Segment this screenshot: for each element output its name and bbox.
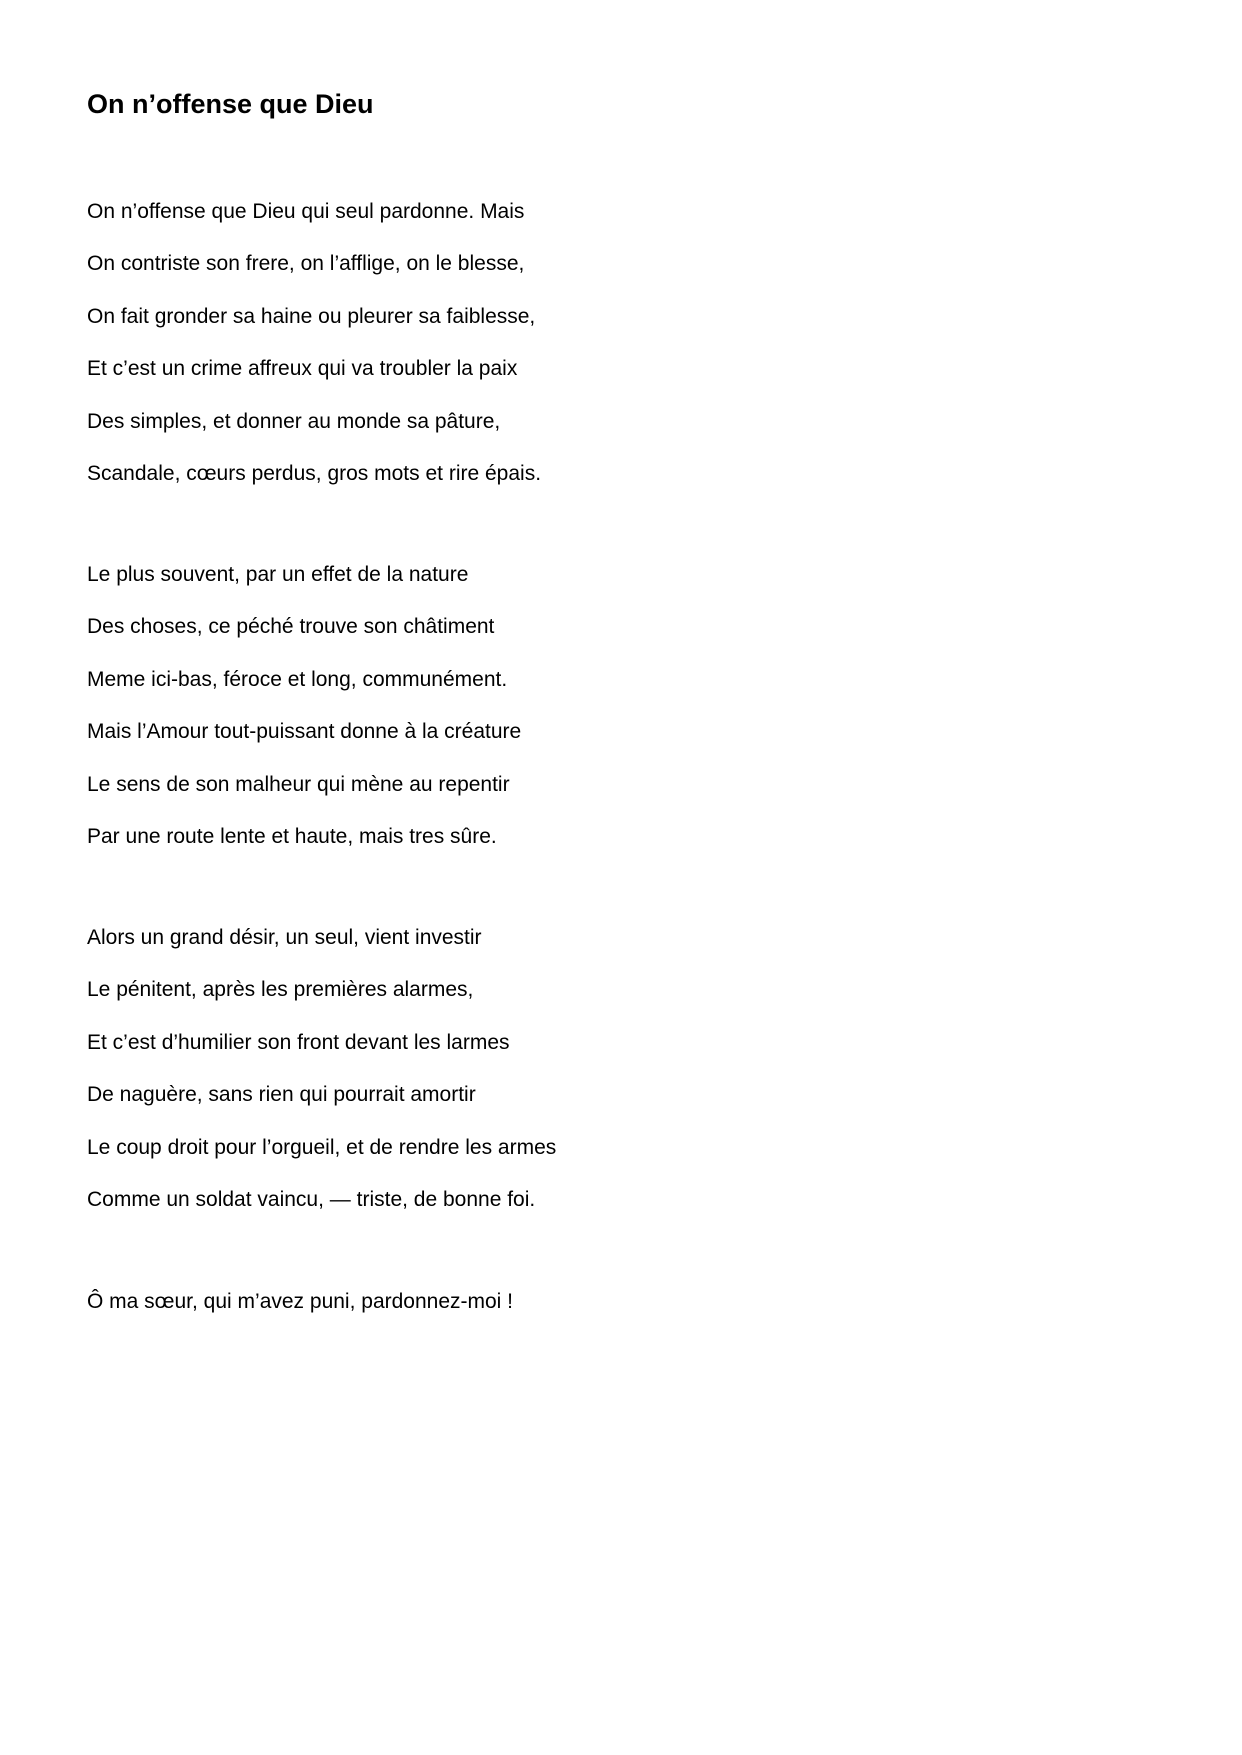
poem-line: On contriste son frere, on l’afflige, on le blesse, [87,252,525,276]
poem-line: Mais l’Amour tout-puissant donne à la créature [87,720,522,744]
poem-line: Des choses, ce péché trouve son châtiment [87,615,495,639]
poem-line: Et c’est d’humilier son front devant les larmes [87,1030,510,1054]
poem-line: Des simples, et donner au monde sa pâture, [87,409,501,433]
stanza-2 [87,549,521,863]
poem-title: On n’offense que Dieu [87,89,374,119]
poem-line: De naguère, sans rien qui pourrait amortir [87,1083,476,1107]
poem-line: Scandale, cœurs perdus, gros mots et rire épais. [87,461,542,485]
poem-line: Ô ma sœur, qui m’avez puni, pardonnez-moi ! [87,1290,514,1313]
poem-line: Le plus souvent, par un effet de la nature [87,563,469,586]
poem-line: Comme un soldat vaincu, — triste, de bonne foi. [87,1187,536,1211]
stanza-1 [87,186,541,500]
poem-line: On n’offense que Dieu qui seul pardonne. Mais [87,200,525,223]
poem-line: Et c’est un crime affreux qui va troubler la paix [87,357,518,381]
stanza-4 [87,1276,513,1328]
poem-line: On fait gronder sa haine ou pleurer sa faiblesse, [87,304,536,328]
poem-line: Par une route lente et haute, mais tres sûre. [87,824,497,848]
poem-line: Le sens de son malheur qui mène au repentir [87,772,510,796]
stanza-3 [87,912,556,1226]
poem-line: Le pénitent, après les premières alarmes, [87,978,474,1002]
poem-line: Alors un grand désir, un seul, vient investir [87,926,482,949]
poem-line: Meme ici-bas, féroce et long, communément. [87,667,508,691]
poem-line: Le coup droit pour l’orgueil, et de rendre les armes [87,1135,557,1159]
